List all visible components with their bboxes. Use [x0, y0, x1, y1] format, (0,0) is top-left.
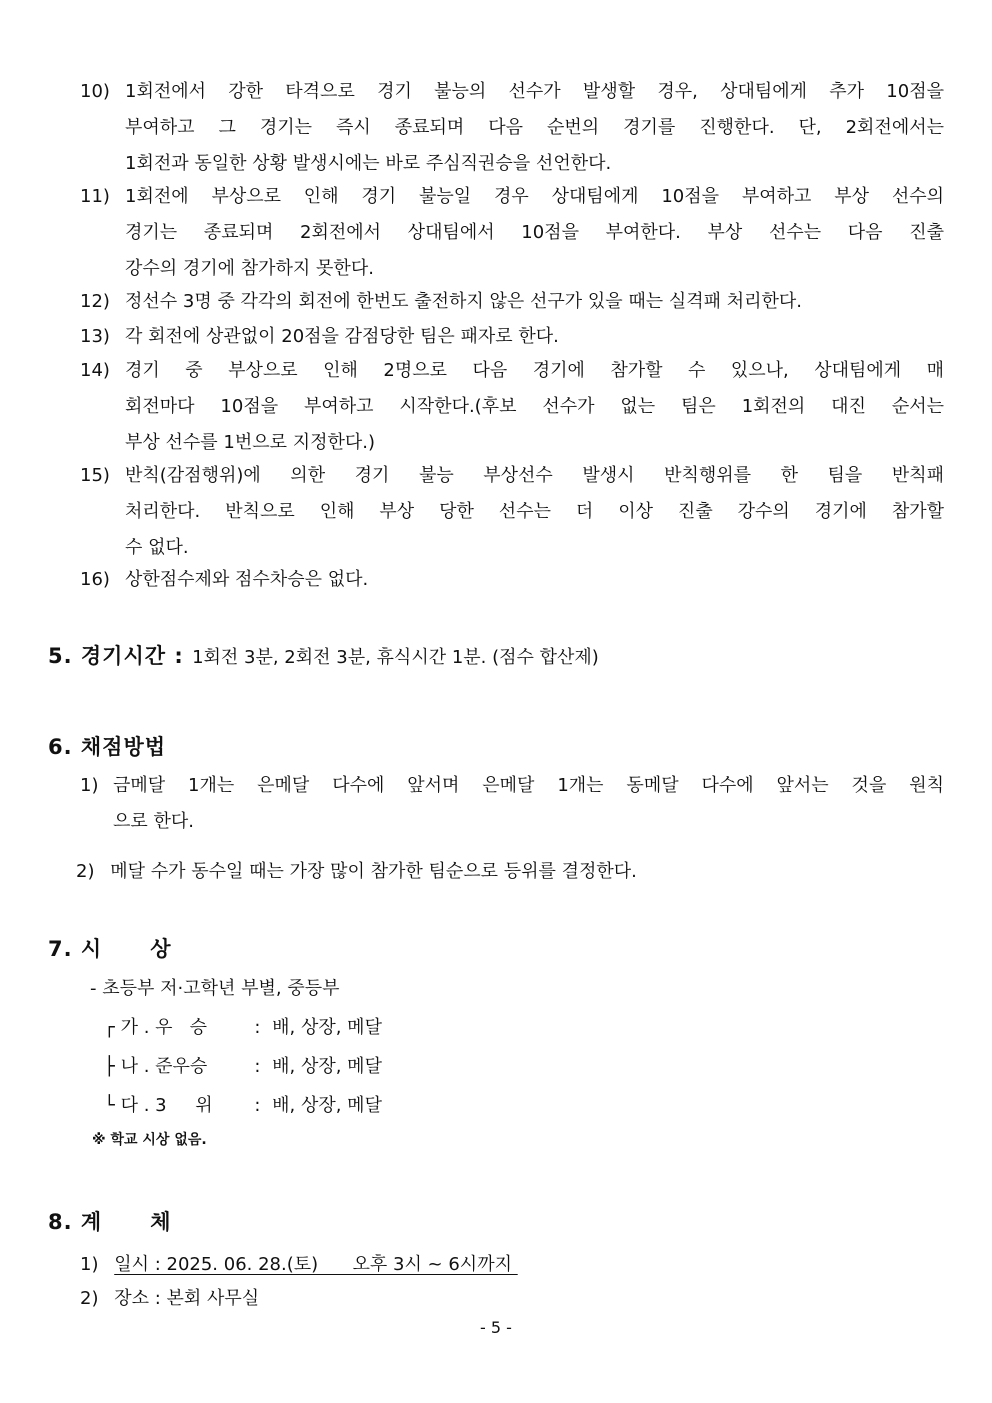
section-number: 8. — [48, 1210, 73, 1234]
page-number: - 5 - — [480, 1318, 512, 1337]
item-line: 금메달 1개는 은메달 다수에 앞서며 은메달 1개는 동메달 다수에 앞서는 것을 원칙 — [113, 775, 944, 796]
item-number: 2) — [80, 1288, 99, 1309]
rule-line: 각 회전에 상관없이 20점을 감점당한 팀은 패자로 한다. — [125, 326, 559, 347]
rule-line: 경기는 종료되며 2회전에서 상대팀에서 10점을 부여한다. 부상 선수는 다음 진출 — [125, 222, 944, 243]
rule-line: 강수의 경기에 참가하지 못한다. — [125, 258, 374, 279]
rule-line: 경기 중 부상으로 인해 2명으로 다음 경기에 참가할 수 있으나, 상대팀에게 매 — [125, 360, 944, 381]
rule-line: 회전마다 10점을 부여하고 시작한다.(후보 선수가 없는 팀은 1회전의 대진 순서는 — [125, 396, 944, 417]
section-8-item-1 — [80, 1250, 518, 1276]
award-note: ※ 학교 시상 없음. — [92, 1132, 207, 1148]
rule-line: 상한점수제와 점수차승은 없다. — [125, 569, 369, 590]
award-prize: 배, 상장, 메달 — [272, 1017, 382, 1038]
section-5-heading — [48, 640, 599, 670]
rule-line: 정선수 3명 중 각각의 회전에 한번도 출전하지 않은 선구가 있을 때는 실격패 처리한다. — [125, 291, 803, 312]
section-5-title: 5. 경기시간 : — [48, 644, 184, 668]
section-6-item-2 — [76, 857, 637, 883]
bracket-glyph: ┌ — [104, 1017, 115, 1038]
section-title-part: 시 — [80, 937, 103, 961]
rule-line: 1회전에 부상으로 인해 경기 불능일 경우 상대팀에게 10점을 부여하고 부상 선수의 — [125, 186, 944, 207]
separator: : — [254, 1095, 261, 1116]
rule-number: 10) — [80, 81, 110, 102]
rule-line: 처리한다. 반칙으로 인해 부상 당한 선수는 더 이상 진출 강수의 경기에 참가할 — [125, 501, 944, 522]
section-title-part: 계 — [80, 1210, 103, 1234]
award-prize: 배, 상장, 메달 — [272, 1056, 382, 1077]
separator: : — [254, 1017, 261, 1038]
section-title-part: 상 — [150, 937, 172, 961]
item-line: 으로 한다. — [113, 811, 194, 832]
award-label: 나 . 준우승 — [120, 1056, 208, 1077]
item-number: 2) — [76, 861, 95, 882]
award-row-third — [104, 1091, 382, 1117]
award-row-runner-up — [104, 1052, 382, 1078]
rule-number: 14) — [80, 360, 110, 381]
location-text: 장소 : 본회 사무실 — [114, 1288, 260, 1309]
separator: : — [254, 1056, 261, 1077]
item-number: 1) — [80, 775, 99, 796]
award-prize: 배, 상장, 메달 — [272, 1095, 382, 1116]
rule-line: 반칙(감점행위)에 의한 경기 불능 부상선수 발생시 반칙행위를 한 팀을 반칙패 — [125, 465, 944, 486]
section-title-part: 체 — [150, 1210, 172, 1234]
schedule-text: 일시 : 2025. 06. 28.(토) 오후 3시 ~ 6시까지 — [114, 1254, 518, 1275]
section-6-title: 6. 채점방법 — [48, 735, 167, 759]
rule-line: 수 없다. — [125, 537, 189, 558]
rule-line: 부여하고 그 경기는 즉시 종료되며 다음 순번의 경기를 진행한다. 단, 2회전에서는 — [125, 117, 944, 138]
rule-number: 12) — [80, 291, 110, 312]
award-label: 가 . 우 승 — [120, 1017, 208, 1038]
division-label: - 초등부 저·고학년 부별, 중등부 — [90, 978, 340, 999]
rule-number: 11) — [80, 186, 110, 207]
section-8-title — [48, 1206, 172, 1236]
item-number: 1) — [80, 1254, 99, 1275]
rule-number: 16) — [80, 569, 110, 590]
award-label: 다 . 3 위 — [120, 1095, 213, 1116]
rule-number: 15) — [80, 465, 110, 486]
bracket-glyph: └ — [104, 1095, 115, 1116]
award-row-winner — [104, 1013, 382, 1039]
rule-line: 부상 선수를 1번으로 지정한다.) — [125, 432, 376, 453]
section-7-title — [48, 933, 172, 963]
item-text: 메달 수가 동수일 때는 가장 많이 참가한 팀순으로 등위를 결정한다. — [110, 861, 637, 882]
section-number: 7. — [48, 937, 73, 961]
section-5-content: 1회전 3분, 2회전 3분, 휴식시간 1분. (점수 합산제) — [192, 647, 599, 668]
rule-line: 1회전과 동일한 상황 발생시에는 바로 주심직권승을 선언한다. — [125, 153, 612, 174]
bracket-glyph: ├ — [104, 1056, 115, 1077]
section-8-item-2 — [80, 1284, 259, 1310]
rule-line: 1회전에서 강한 타격으로 경기 불능의 선수가 발생할 경우, 상대팀에게 추가 10점을 — [125, 81, 944, 102]
rule-number: 13) — [80, 326, 110, 347]
